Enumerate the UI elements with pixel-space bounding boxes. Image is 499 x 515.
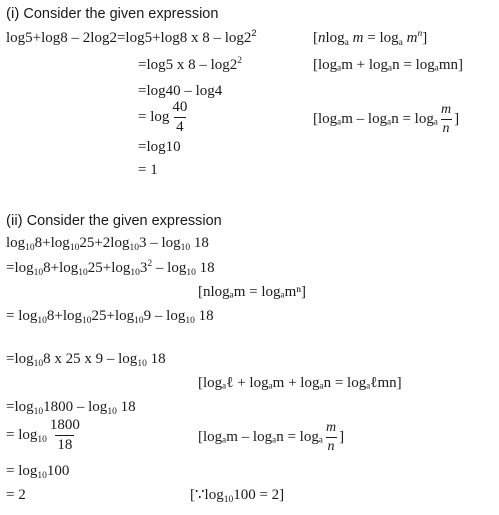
part2-heading xyxy=(6,213,222,229)
part2-line5: $=\log_{10}1800 - \log_{10} 18$ xyxy=(6,399,136,417)
part2-line4: $=\log_{10}8$ x 25 x $9 - \log_{10} 18$ xyxy=(6,351,166,369)
part1-rule1: [nlog$_a$ $m = \log_a m^n$] xyxy=(313,29,428,48)
part1-line6: = 1 xyxy=(138,162,158,178)
part2-line3: = $\log_{10}8+\log_{10}25+\log_{10}9 - \log_{10} 18$ xyxy=(6,308,214,326)
part2-heading-text: Consider the given expression xyxy=(26,213,222,229)
part1-line4: = log $\frac{40}{4}$ xyxy=(138,99,188,135)
part1-line2: =log5 x $8 - \log 2^2$ xyxy=(138,56,243,73)
part2-line7: = $\log_{10}100$ xyxy=(6,463,70,481)
part1-heading xyxy=(6,6,218,22)
part2-line1: $\log_{10}8+\log_{10}25+2\log_{10}3 - \log_{10} 18$ xyxy=(6,235,209,253)
part1-rule2: [logₐm + logₐn = logₐmn] xyxy=(313,57,464,73)
part2-rule-a: [nlogₐm = logₐmⁿ] xyxy=(198,284,307,300)
part1-heading-text: Consider the given expression xyxy=(23,6,219,22)
part1-line1 xyxy=(6,28,257,46)
part1-line1-lhs: log5+log8 – 2log2 xyxy=(6,30,117,46)
part1-line1-exp: 2 xyxy=(251,28,257,39)
part2-line6: = $\log_{10}$ $\frac{1800}{18}$ xyxy=(6,417,80,453)
part2-line2: $=\log_{10}8+\log_{10}25+\log_{10}3^2 - \log_{10} 18$ xyxy=(6,259,215,278)
part1-line1-rhs: =log5+log8 x 8 – log2 xyxy=(116,30,252,46)
part2-rule-c: [logₐm – logₐn = logₐ $\frac{m}{n}$ ] xyxy=(198,420,345,454)
part2-line6-fraction: $\frac{1800}{18}$ xyxy=(49,417,80,453)
part1-line5: =log10 xyxy=(138,139,181,155)
part1-line4-fraction: $\frac{40}{4}$ xyxy=(172,99,188,135)
part1-rule3: [logₐm – logₐn = logₐ $\frac{m}{n}$ ] xyxy=(313,102,460,136)
part1-marker: (i) xyxy=(6,5,20,22)
part2-marker: (ii) xyxy=(6,212,23,229)
part2-rule-d: $[\because\log_{10}100 = 2]$ xyxy=(190,487,285,505)
part2-line8: = 2 xyxy=(6,487,26,503)
part1-line3: =log40 – log4 xyxy=(138,83,223,99)
part2-rule-b: [logₐℓ + logₐm + logₐn = logₐℓmn] xyxy=(198,375,402,391)
